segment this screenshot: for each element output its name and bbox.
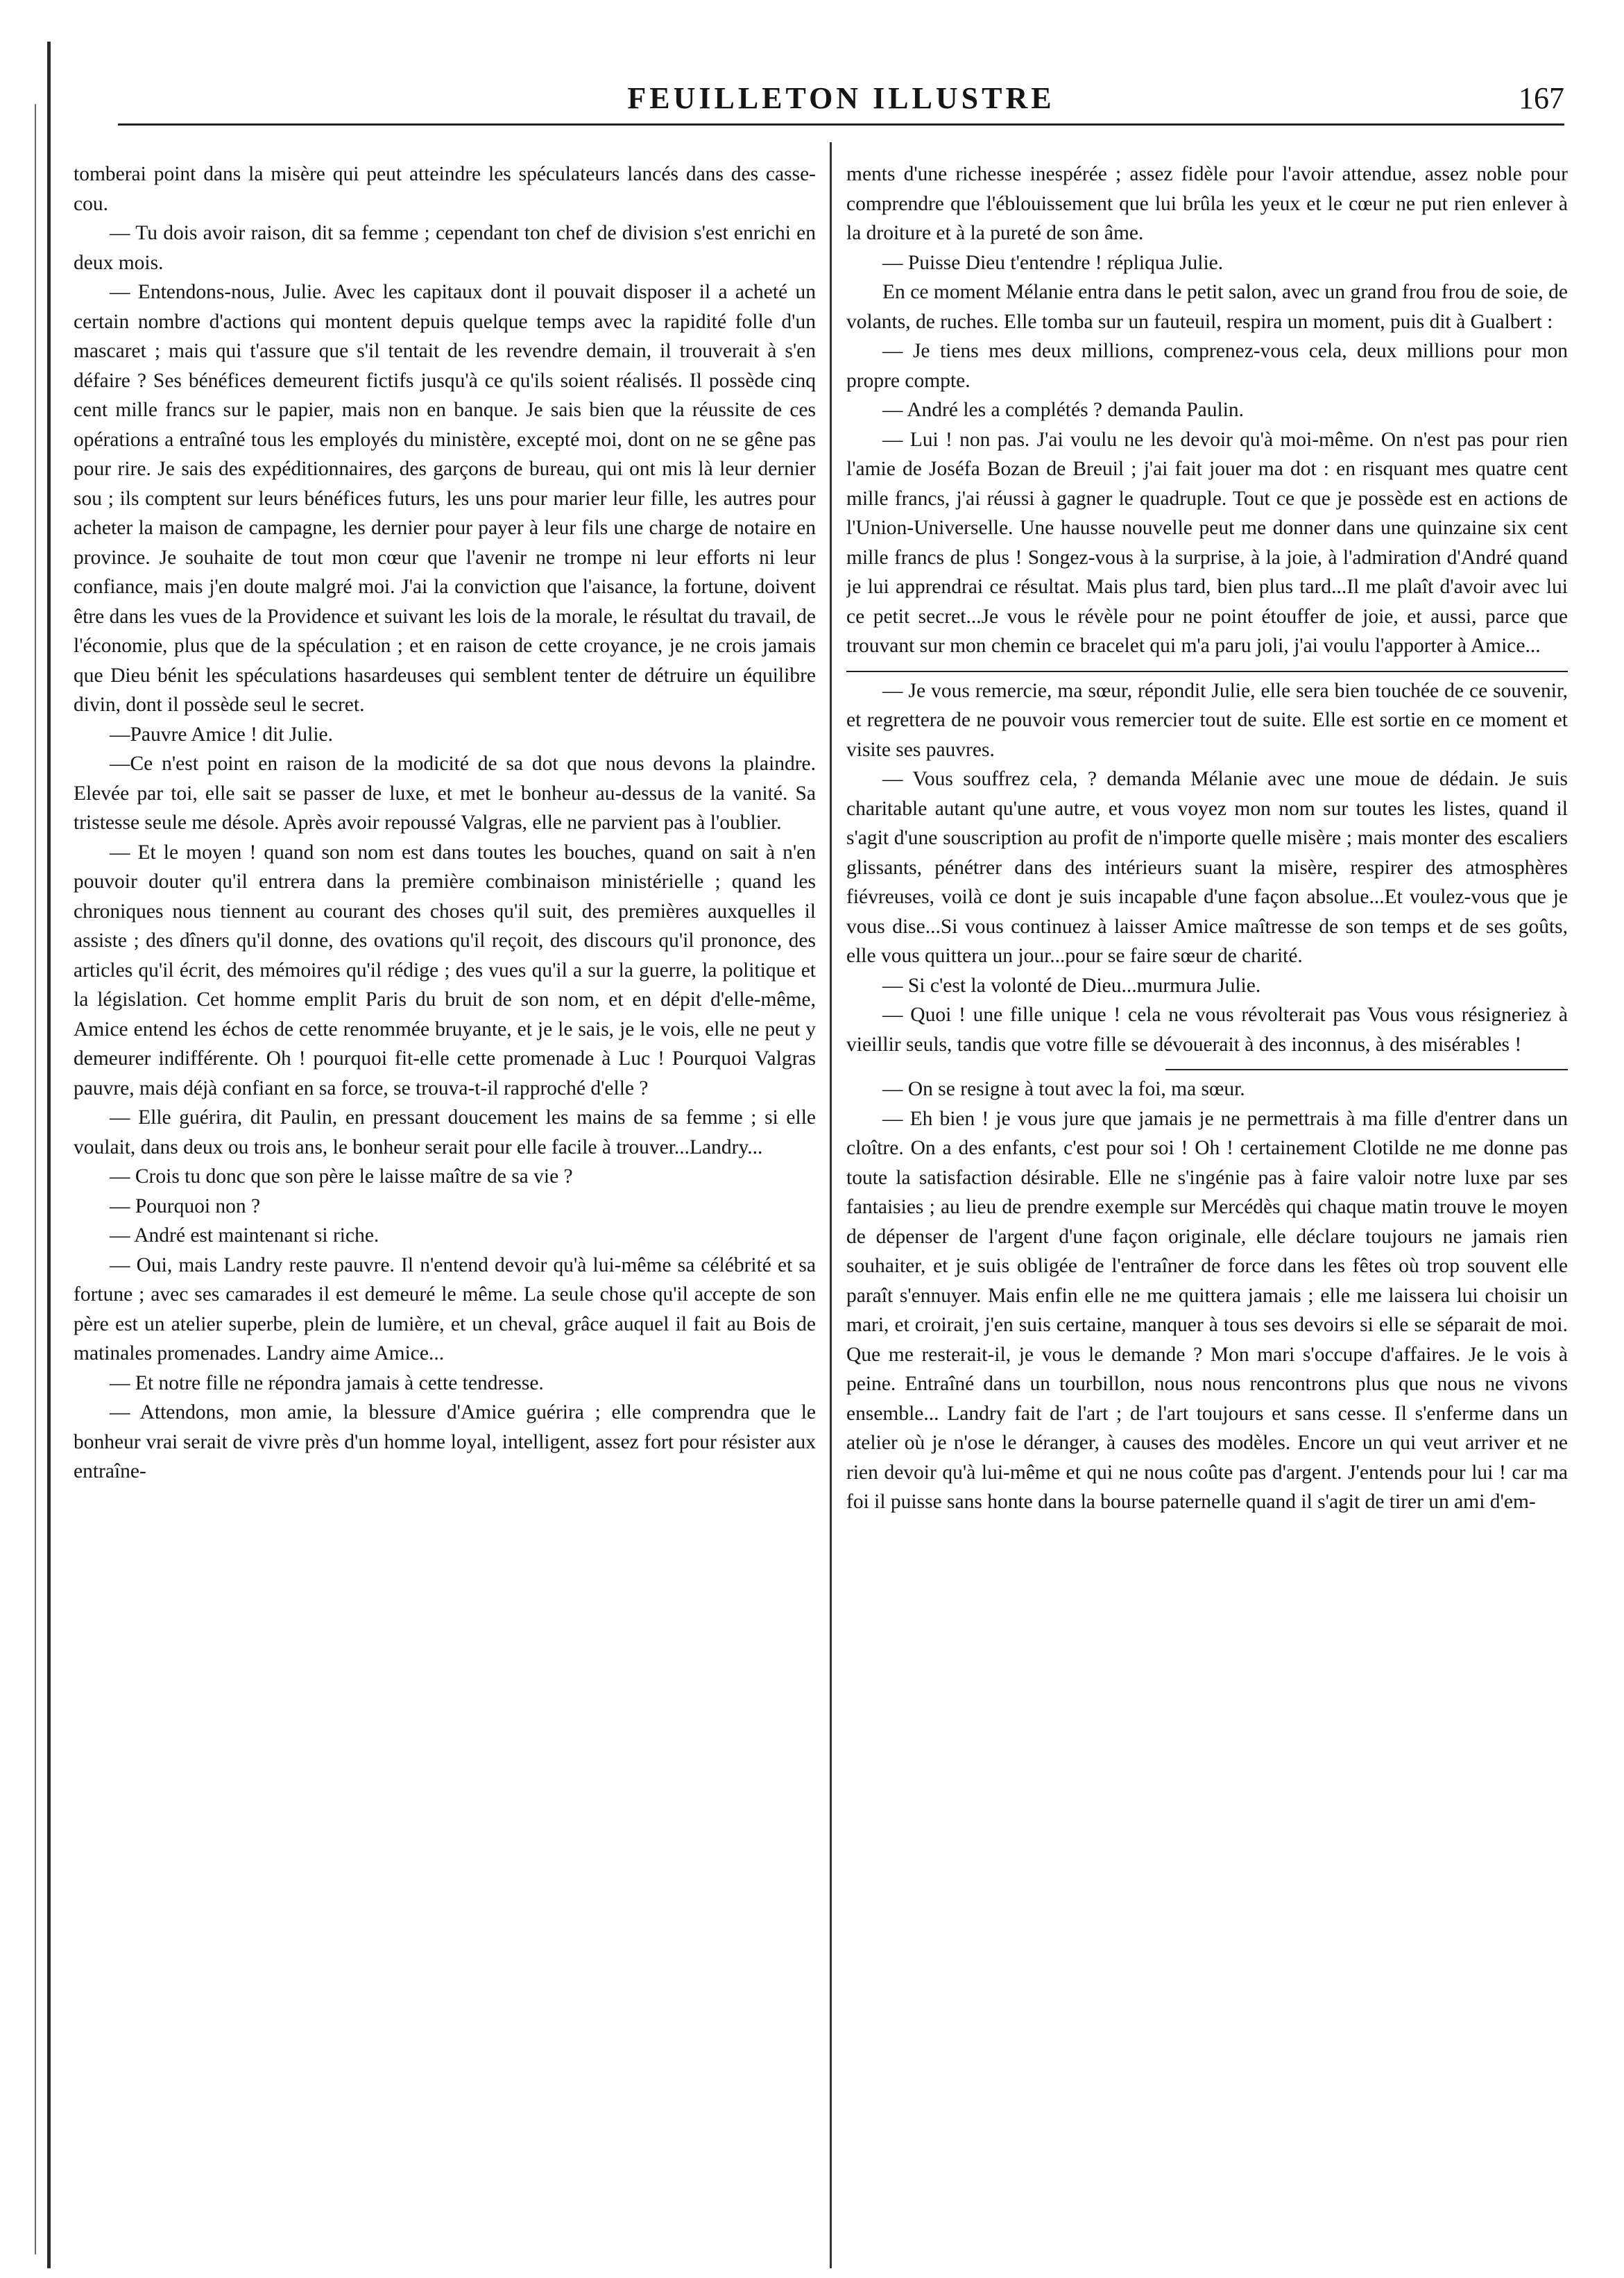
paragraph: — André les a complétés ? demanda Paulin. [882,399,1245,421]
paragraph: — Vous souffrez cela, ? demanda Mélanie avec une moue de dédain. Je suis charitable autant qu'une autre, et vous voyez mon nom sur toutes les listes, quand il s'agit d'une souscription au profit de n'importe quelle misère ; mais monter des escaliers glissants, pénétrer dans des intérieurs suant la misère, respirer des atmosphères fiévreuses, voilà ce dont je suis incapable d'une façon absolue...Et voulez-vous que je vous dise...Si vous continuez à laisser Amice maîtresse de son temps et de ses goûts, elle vous quittera un jour...pour se faire sœur de charité. [846,768,1568,967]
paragraph: — Crois tu donc que son père le laisse maître de sa vie ? [110,1165,573,1188]
paragraph: — Je tiens mes deux millions, comprenez-vous cela, deux millions pour mon propre compte. [846,340,1568,392]
paragraph: — Attendons, mon amie, la blessure d'Amice guérira ; elle comprendra que le bonheur vrai serait de vivre près d'un homme loyal, intelligent, assez fort pour résister aux entraîne- [74,1401,816,1482]
section-rule [1165,1069,1568,1070]
paragraph: — Pourquoi non ? [110,1194,261,1217]
paragraph: — André est maintenant si riche. [110,1224,379,1247]
page-edge-shadow [35,104,36,2254]
paragraph: — Et notre fille ne répondra jamais à cette tendresse. [110,1371,544,1394]
paragraph: — On se resigne à tout avec la foi, ma sœur. [882,1078,1245,1100]
paragraph: tomberai point dans la misère qui peut atteindre les spéculateurs lancés dans des casse-cou. [74,163,816,215]
right-column [846,160,1568,2268]
paragraph: — Eh bien ! je vous jure que jamais je ne permettrais à ma fille d'entrer dans un cloître. On a des enfants, c'est pour soi ! Oh ! certainement Clotilde ne me donne pas toute la satisfaction désirable. Elle ne s'ingénie pas à faire valoir notre luxe par ses fantaisies ; au lieu de prendre exemple sur Mercédès qui chaque matin trouve le moyen de dépenser de l'argent d'une façon originale, elle déclare toujours ne jamais rien souhaiter, et je suis obligée de l'entraîner de force dans les fêtes où trop souvent elle paraît s'ennuyer. Mais enfin elle ne me quittera jamais ; elle me laissera lui choisir un mari, et croirait, j'en suis certaine, manquer à tous ses devoirs si elle se séparait de moi. Que me resterait-il, je vous le demande ? Mon mari s'occupe d'affaires. Je le vois à peine. Entraîné dans un tourbillon, nous nous rencontrons plus que nous ne vivons ensemble... Landry fait de l'art ; de l'art toujours et sans cesse. Il s'enferme dans un atelier où je n'ose le déranger, à causes des modèles. Encore un qui veut arriver et ne rien devoir qu'à lui-même et qui ne nous coûte pas d'argent. J'entends pour lui ! car ma foi il puisse sans honte dans la bourse paternelle quand il s'agit de tirer un ami d'em- [846,1107,1568,1513]
paragraph: En ce moment Mélanie entra dans le petit salon, avec un grand frou frou de soie, de volants, de ruches. Elle tomba sur un fauteuil, respira un moment, puis dit à Gualbert : [846,281,1568,333]
column-divider [830,142,832,2268]
page-header [118,72,1564,128]
paragraph: — Et le moyen ! quand son nom est dans toutes les bouches, quand on sait à n'en pouvoir douter qu'il entrera dans la première combinaison ministérielle ; quand les chroniques nous tiennent au courant des choses qu'il suit, des premières auxquelles il assiste ; des dîners qu'il donne, des ovations qu'il reçoit, des discours qu'il prononce, des articles qu'il écrit, des mémoires qu'il rédige ; des vues qu'il a sur la guerre, la politique et la législation. Cet homme emplit Paris du bruit de son nom, et en dépit d'elle-même, Amice entend les échos de cette renommée bruyante, et je le sais, je le vois, elle ne peut y demeurer indifférente. Oh ! pourquoi fit-elle cette promenade à Luc ! Pourquoi Valgras pauvre, mais déjà confiant en sa force, se trouva-t-il rapproché d'elle ? [74,841,816,1099]
paragraph: — Si c'est la volonté de Dieu...murmura Julie. [882,974,1261,997]
left-column [74,160,816,2268]
paragraph: — Je vous remercie, ma sœur, répondit Julie, elle sera bien touchée de ce souvenir, et regrettera de ne pouvoir vous remercier tout de suite. Elle est sortie en ce moment et visite ses pauvres. [846,679,1568,761]
page-number: 167 [1519,81,1564,115]
paragraph: — Quoi ! une fille unique ! cela ne vous révolterait pas Vous vous résigneriez à vieillir seuls, tandis que votre fille se dévouerait à des inconnus, à des misérables ! [846,1004,1568,1056]
paragraph: ments d'une richesse inespérée ; assez fidèle pour l'avoir attendue, assez noble pour comprendre que l'éblouissement que lui brûla les yeux et le cœur ne put rien enlever à la droiture et à la pureté de son âme. [846,163,1568,244]
paragraph: — Lui ! non pas. J'ai voulu ne les devoir qu'à moi-même. On n'est pas pour rien l'amie de Joséfa Bozan de Breuil ; j'ai fait jouer ma dot : en risquant mes quatre cent mille francs, j'ai réussi à gagner le quadruple. Tout ce que je possède est en actions de l'Union-Universelle. Une hausse nouvelle peut me donner dans une quinzaine six cent mille francs de plus ! Songez-vous à la surprise, à la joie, à l'admiration d'André quand je lui apprendrai ce résultat. Mais plus tard, bien plus tard...Il me plaît d'avoir avec lui ce petit secret...Je vous le révèle pour ne point étouffer de joie, et aussi, parce que trouvant sur mon chemin ce bracelet qui m'a paru joli, j'ai voulu l'apporter à Amice... [846,428,1568,657]
section-rule [846,671,1568,672]
paragraph: — Entendons-nous, Julie. Avec les capitaux dont il pouvait disposer il a acheté un certain nombre d'actions qui montent depuis quelque temps avec la rapidité folle d'un mascaret ; mais qui t'assure que s'il tentait de les revendre demain, il trouverait à s'en défaire ? Ses bénéfices demeurent fictifs jusqu'à ce qu'ils soient réalisés. Il possède cinq cent mille francs sur le papier, mais non en banque. Je sais bien que la réussite de ces opérations a entraîné tous les employés du ministère, excepté moi, dont on ne se gêne pas pour rire. Je sais des expéditionnaires, des garçons de bureau, qui ont mis là leur dernier sou ; ils comptent sur leurs bénéfices futurs, les uns pour marier leur fille, les autres pour acheter la maison de campagne, les dernier pour payer à leur fils une charge de notaire en province. Je souhaite de tout mon cœur que l'avenir ne trompe ni leur efforts ni leur confiance, mais j'en doute malgré moi. J'ai la conviction que l'aisance, la fortune, doivent être dans les vues de la Providence et suivant les lois de la morale, le résultat du travail, de l'économie, plus que de la spéculation ; et en raison de cette croyance, je ne crois jamais que Dieu bénit les spéculations hasardeuses qui semblent tenter de détruire un équilibre divin, dont il possède seul le secret. [74,281,816,716]
paragraph: —Ce n'est point en raison de la modicité de sa dot que nous devons la plaindre. Elevée par toi, elle sait se passer de luxe, et met le bonheur au-dessus de la vanité. Sa tristesse seule me désole. Après avoir repoussé Valgras, elle ne parvient pas à l'oublier. [74,753,816,834]
paragraph: — Elle guérira, dit Paulin, en pressant doucement les mains de sa femme ; si elle voulait, dans deux ou trois ans, le bonheur serait pour elle facile à trouver...Landry... [74,1106,816,1158]
header-rule [118,123,1564,126]
paragraph: —Pauvre Amice ! dit Julie. [110,723,333,746]
paragraph: — Tu dois avoir raison, dit sa femme ; cependant ton chef de division s'est enrichi en deux mois. [74,222,816,274]
running-title: FEUILLETON ILLUSTRE [627,81,1055,115]
paragraph: — Puisse Dieu t'entendre ! répliqua Julie. [882,251,1224,274]
page-binding-edge [47,42,51,2268]
paragraph: — Oui, mais Landry reste pauvre. Il n'entend devoir qu'à lui-même sa célébrité et sa fortune ; avec ses camarades il est demeuré le même. La seule chose qu'il accepte de son père est un atelier superbe, plein de lumière, et un cheval, grâce auquel il fait au Bois de matinales promenades. Landry aime Amice... [74,1253,816,1364]
